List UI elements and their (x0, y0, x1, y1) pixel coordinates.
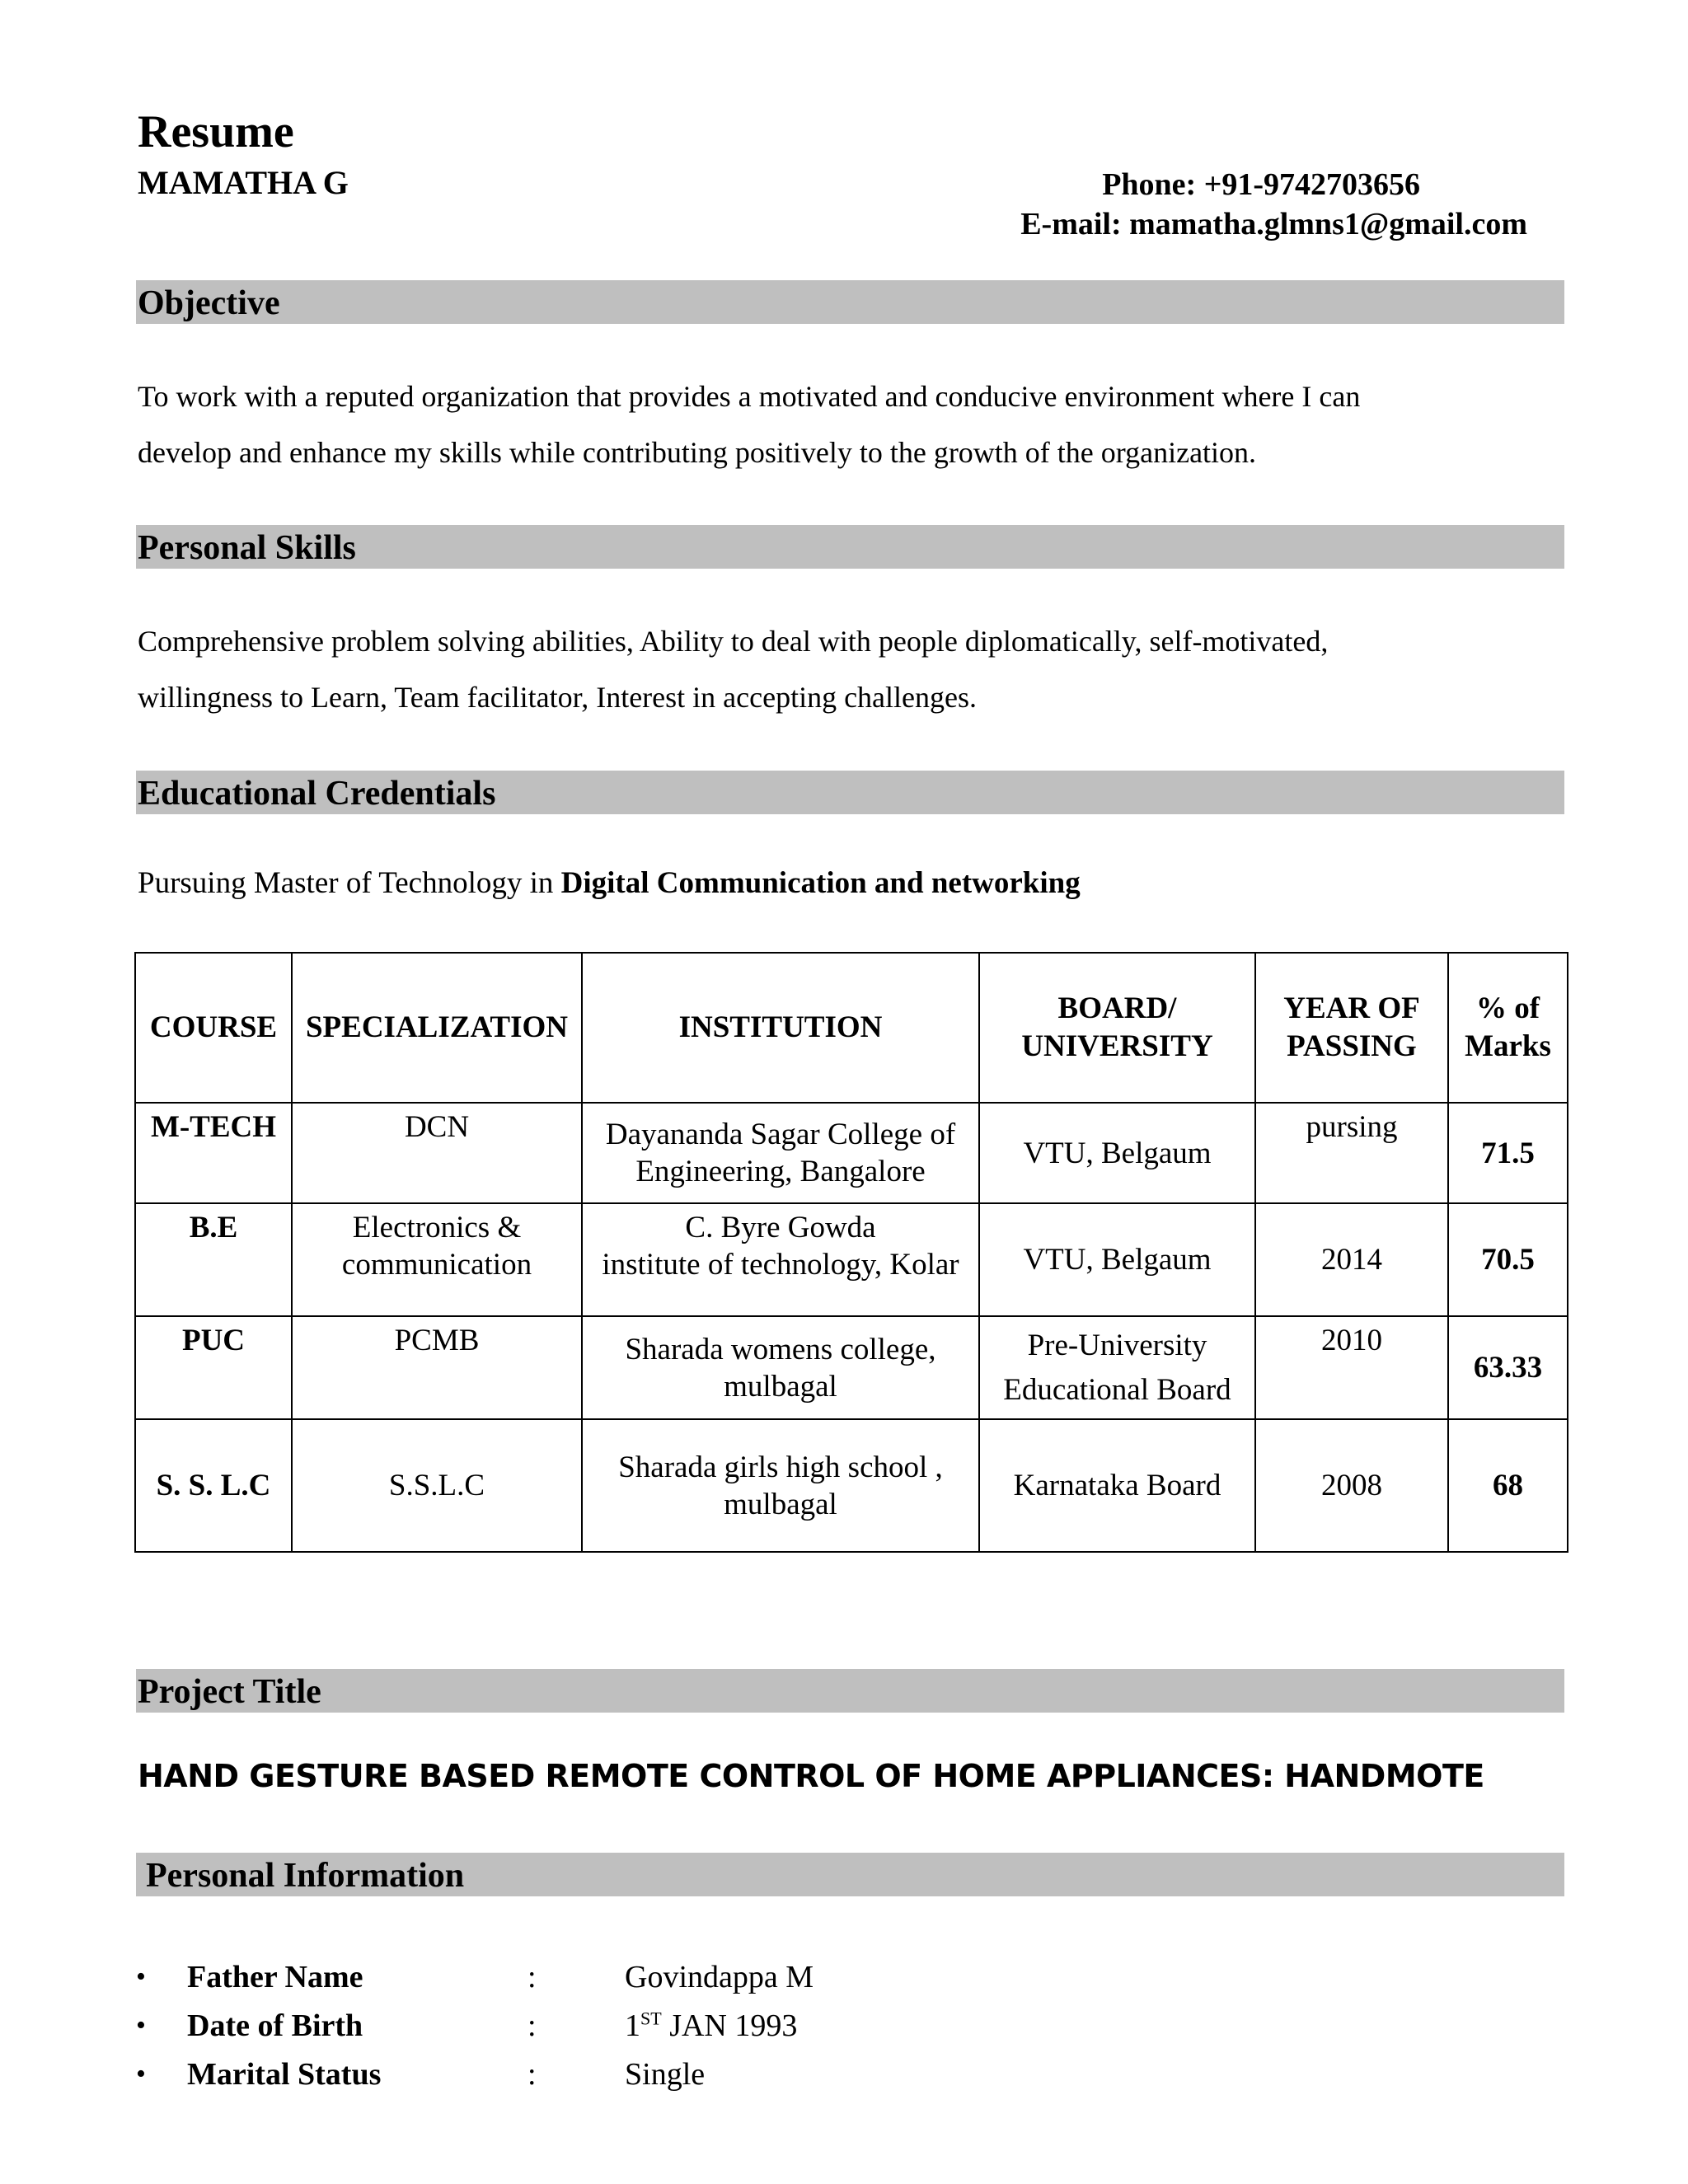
cell-specialization-line-1: Electronics & (352, 1211, 522, 1244)
cell-institution-line-1: Sharada womens college, (625, 1332, 936, 1366)
skills-text (138, 613, 1572, 725)
cell-board-line-1: Pre-University (1027, 1328, 1207, 1362)
section-heading-personal (136, 1853, 1564, 1896)
section-heading-label: Personal Skills (138, 529, 356, 567)
cell-marks: 71.5 (1448, 1103, 1568, 1203)
education-table (134, 952, 1568, 1553)
cell-institution-line-2: mulbagal (724, 1369, 837, 1404)
section-heading-label: Project Title (138, 1673, 321, 1711)
info-colon: : (528, 2008, 537, 2043)
cell-institution-line-2: institute of technology, Kolar (602, 1248, 959, 1282)
section-heading-education (136, 771, 1564, 814)
cell-course: M-TECH (135, 1103, 292, 1203)
cell-year: pursing (1255, 1103, 1448, 1203)
pursuing-field: Digital Communication and networking (560, 866, 1081, 900)
objective-line-1: To work with a reputed organization that provides a motivated and conducive environment where I can (138, 380, 1361, 413)
cell-course: PUC (135, 1316, 292, 1419)
email-address: E-mail: mamatha.glmns1@gmail.com (1020, 207, 1527, 241)
cell-year: 2008 (1255, 1419, 1448, 1552)
cell-course: B.E (135, 1203, 292, 1316)
cell-institution (582, 1419, 979, 1552)
cell-specialization: S.S.L.C (292, 1419, 582, 1552)
info-value: Govindappa M (625, 1960, 814, 1994)
col-marks-line-1: % of (1475, 991, 1540, 1025)
cell-marks: 63.33 (1448, 1316, 1568, 1419)
cell-marks: 68 (1448, 1419, 1568, 1552)
objective-text (138, 368, 1572, 480)
section-heading-label: Educational Credentials (138, 775, 496, 813)
cell-course: S. S. L.C (135, 1419, 292, 1552)
bullet-icon: • (136, 2059, 146, 2089)
cell-board: VTU, Belgaum (979, 1103, 1255, 1203)
cell-institution-line-2: Engineering, Bangalore (635, 1155, 926, 1188)
section-heading-label: Personal Information (146, 1857, 465, 1895)
cell-specialization: PCMB (292, 1316, 582, 1419)
section-heading-label: Objective (138, 284, 280, 322)
info-value: Single (625, 2057, 706, 2092)
table-row (135, 1203, 1568, 1316)
cell-year: 2014 (1255, 1203, 1448, 1316)
phone-number: Phone: +91-9742703656 (1102, 167, 1420, 202)
section-heading-project (136, 1669, 1564, 1713)
info-colon: : (528, 2057, 537, 2092)
col-marks-line-2: Marks (1465, 1029, 1551, 1063)
cell-institution (582, 1316, 979, 1419)
cell-institution-line-1: Dayananda Sagar College of (605, 1118, 956, 1151)
bullet-icon: • (136, 2010, 146, 2041)
cell-marks: 70.5 (1448, 1203, 1568, 1316)
section-heading-objective (136, 280, 1564, 324)
col-year-line-1: YEAR OF (1283, 991, 1420, 1025)
col-marks (1448, 953, 1568, 1103)
dob-rest: JAN 1993 (661, 2008, 798, 2043)
cell-specialization: DCN (292, 1103, 582, 1203)
bullet-icon: • (136, 1961, 146, 1992)
table-row (135, 1103, 1568, 1203)
dob-ordinal: ST (640, 2008, 662, 2029)
cell-board: Karnataka Board (979, 1419, 1255, 1552)
col-institution: INSTITUTION (582, 953, 979, 1103)
info-label: Marital Status (187, 2057, 382, 2092)
cell-specialization-line-2: communication (341, 1248, 532, 1282)
table-row (135, 1316, 1568, 1419)
info-label: Date of Birth (187, 2008, 363, 2043)
pursuing-degree (138, 863, 1081, 904)
cell-institution-line-1: C. Byre Gowda (685, 1211, 876, 1244)
cell-institution (582, 1103, 979, 1203)
cell-institution (582, 1203, 979, 1316)
project-title: HAND GESTURE BASED REMOTE CONTROL OF HOME APPLIANCES: HANDMOTE (138, 1758, 1484, 1794)
info-value (625, 2002, 797, 2050)
section-heading-skills (136, 525, 1564, 569)
contact-block (785, 165, 1527, 244)
skills-line-1: Comprehensive problem solving abilities, Ability to deal with people diplomatically, self-motivated, (138, 625, 1329, 658)
dob-day: 1 (625, 2008, 640, 2043)
cell-board-line-2: Educational Board (1003, 1372, 1231, 1407)
table-header-row (135, 953, 1568, 1103)
info-colon: : (528, 1960, 537, 1994)
objective-line-2: develop and enhance my skills while contributing positively to the growth of the organization. (138, 436, 1257, 469)
cell-board: VTU, Belgaum (979, 1203, 1255, 1316)
info-label: Father Name (187, 1960, 363, 1994)
col-specialization: SPECIALIZATION (292, 953, 582, 1103)
col-course: COURSE (135, 953, 292, 1103)
candidate-name: MAMATHA G (138, 164, 349, 201)
col-year (1255, 953, 1448, 1103)
cell-year: 2010 (1255, 1316, 1448, 1419)
table-row (135, 1419, 1568, 1552)
cell-specialization (292, 1203, 582, 1316)
col-year-line-2: PASSING (1287, 1029, 1417, 1063)
col-board-line-2: UNIVERSITY (1021, 1029, 1213, 1063)
cell-institution-line-2: mulbagal (724, 1487, 837, 1521)
cell-board (979, 1316, 1255, 1419)
col-board (979, 953, 1255, 1103)
skills-line-2: willingness to Learn, Team facilitator, Interest in accepting challenges. (138, 681, 978, 714)
col-board-line-1: BOARD/ (1057, 991, 1177, 1025)
pursuing-prefix: Pursuing Master of Technology in (138, 866, 561, 900)
resume-title: Resume (138, 106, 294, 157)
cell-institution-line-1: Sharada girls high school , (618, 1450, 943, 1484)
